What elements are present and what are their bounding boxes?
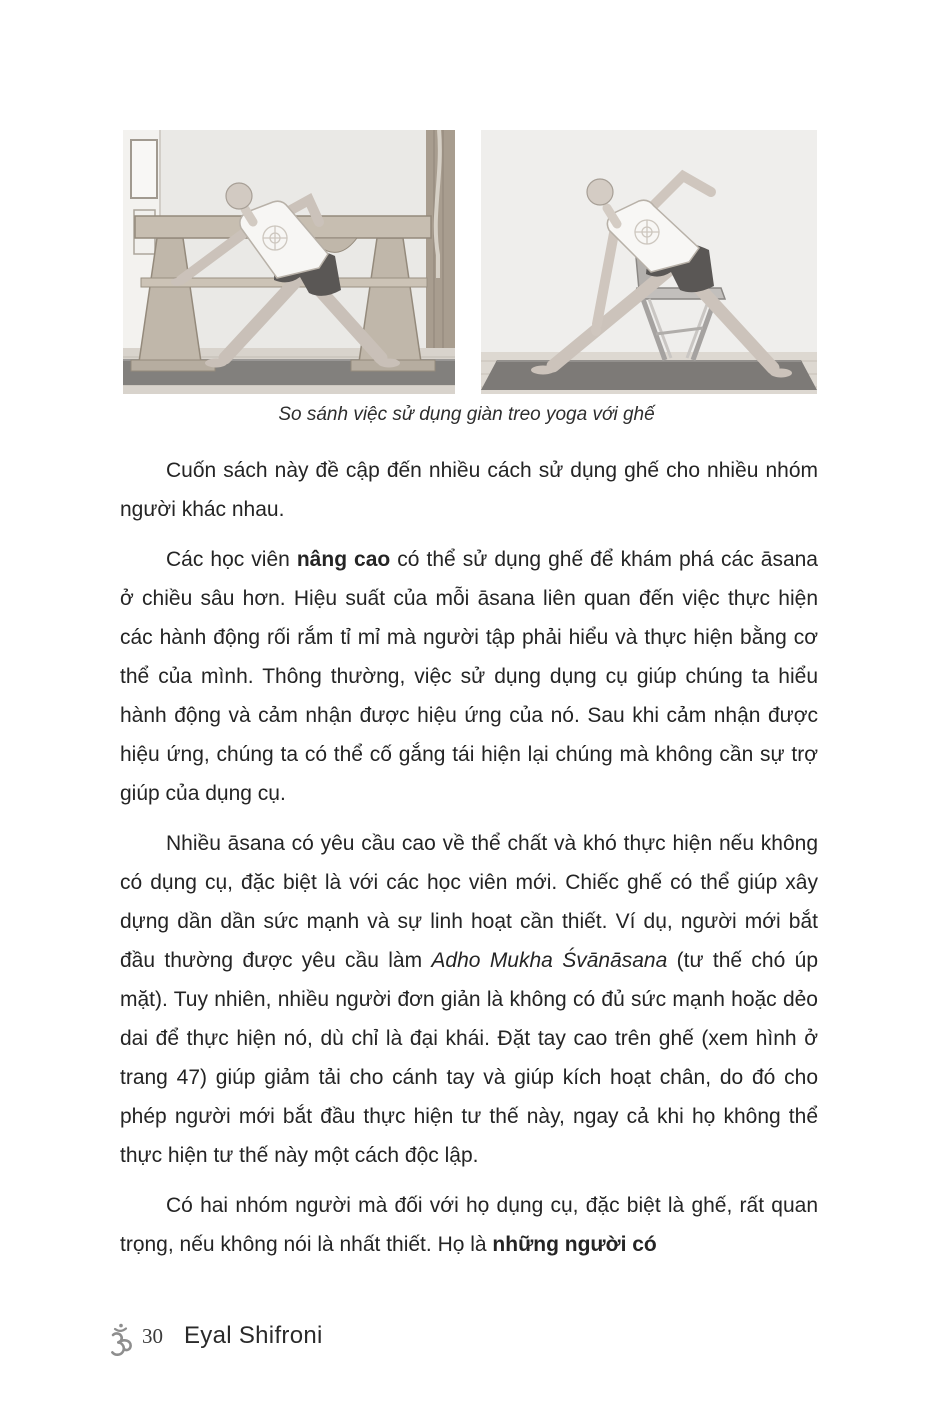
text-run: (tư thế chó úp mặt). Tuy nhiên, nhiều người đơn giản là không có đủ sức mạnh hoặc dẻo dai để thực hiện nó, dù chỉ là đại khái. Đặt tay cao trên ghế (xem hình ở trang 47) giúp giảm tải cho cánh tay và giúp kích hoạt chân, do đó cho phép người mới bắt đầu thực hiện tư thế này, ngay cả khi họ không thể thực hiện tư thế này một cách độc lập.: [120, 949, 819, 1167]
author-name: Eyal Shifroni: [184, 1322, 323, 1349]
text-run: Nhiều āsana có yêu cầu cao về thể chất và khó thực hiện nếu không có dụng cụ, đặc biệt là với các học viên mới. Chiếc ghế có thể giúp xây dựng dần dần sức mạnh và sự linh hoạt cần thiết. Ví dụ, người mới bắt đầu thường được yêu cầu làm: [120, 832, 818, 972]
shirt-mandala: [635, 220, 659, 244]
trestle-photo: [123, 130, 455, 394]
figures-row: [123, 130, 817, 394]
om-icon: [106, 1322, 136, 1358]
chair-photo: [481, 130, 817, 394]
figure-caption: So sánh việc sử dụng giàn treo yoga với ghế: [278, 404, 655, 425]
shirt-mandala: [263, 226, 287, 250]
paragraph: [120, 540, 818, 813]
text-run: Có hai nhóm người mà đối với họ dụng cụ, đặc biệt là ghế, rất quan trọng, nếu không nói là nhất thiết. Họ là: [120, 1194, 818, 1256]
paragraph: [120, 451, 818, 529]
text-run: Cuốn sách này đề cập đến nhiều cách sử dụng ghế cho nhiều nhóm người khác nhau.: [120, 459, 818, 521]
paragraph: [120, 1186, 818, 1264]
text-run: những người có: [492, 1233, 657, 1256]
text-run: Adho Mukha Śvānāsana: [431, 949, 668, 972]
text-run: có thể sử dụng ghế để khám phá các āsana ở chiều sâu hơn. Hiệu suất của mỗi āsana liên quan đến việc thực hiện các hành động rối rắm tỉ mỉ mà người tập phải hiểu và thực hiện bằng cơ thể của mình. Thông thường, việc sử dụng dụng cụ giúp chúng ta hiểu hành động và cảm nhận được hiệu ứng của nó. Sau khi cảm nhận được hiệu ứng, chúng ta có thể cố gắng tái hiện lại chúng mà không cần sự trợ giúp của dụng cụ.: [120, 548, 818, 805]
text-run: Các học viên: [166, 548, 297, 571]
page-number: 30: [142, 1324, 163, 1348]
paragraph: [120, 824, 818, 1175]
article: [120, 451, 818, 1275]
figure-chair: [481, 130, 817, 394]
page-footer: [106, 1322, 323, 1358]
text-run: nâng cao: [296, 548, 391, 571]
figure-trestle: [123, 130, 455, 394]
